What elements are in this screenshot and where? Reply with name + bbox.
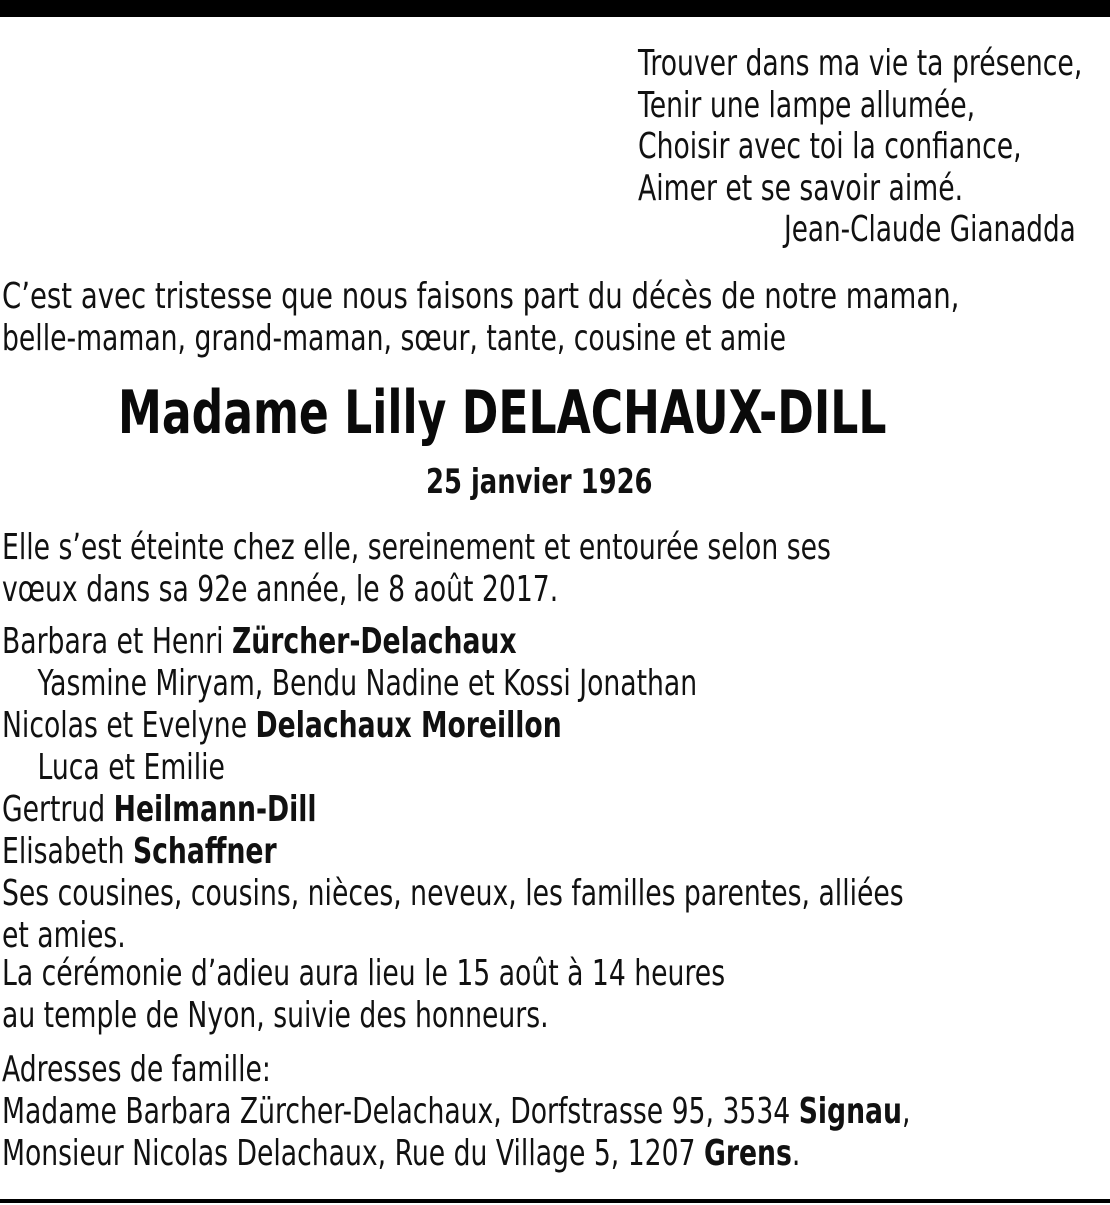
birth-date: 25 janvier 1926 — [426, 462, 653, 502]
family-addresses — [2, 1049, 910, 1175]
family-entry — [2, 831, 904, 873]
address-text: Madame Barbara Zürcher-Delachaux, Dorfstrasse 95, 3534 — [2, 1091, 799, 1132]
family-list — [2, 621, 904, 957]
top-rule — [0, 0, 1110, 17]
family-given-names: Gertrud — [2, 789, 114, 830]
family-given-names: Barbara et Henri — [2, 621, 232, 662]
family-entry — [2, 621, 904, 663]
poem-line: Aimer et se savoir aimé. — [638, 167, 964, 209]
family-given-names: Nicolas et Evelyne — [2, 705, 256, 746]
address-text: Monsieur Nicolas Delachaux, Rue du Village 5, 1207 — [2, 1133, 704, 1174]
family-entry — [2, 789, 904, 831]
address-punct: , — [902, 1091, 911, 1132]
poem-author: Jean-Claude Gianadda — [784, 209, 1076, 250]
family-surname: Zürcher-Delachaux — [231, 621, 517, 662]
addresses-heading: Adresses de famille: — [2, 1049, 271, 1090]
poem-line: Trouver dans ma vie ta présence, — [638, 43, 1083, 84]
address-line — [2, 1133, 910, 1175]
family-entry — [2, 705, 904, 747]
family-others: et amies. — [2, 915, 126, 956]
death-notice-line: Elle s’est éteinte chez elle, sereinement et entourée selon ses — [2, 527, 831, 568]
address-line — [2, 1091, 910, 1133]
ceremony-info — [2, 953, 725, 1037]
family-children: Luca et Emilie — [37, 747, 225, 788]
poem-line: Choisir avec toi la confiance, — [638, 126, 1022, 167]
intro-text — [2, 276, 1110, 360]
family-given-names: Elisabeth — [2, 831, 133, 872]
address-city: Grens — [703, 1133, 792, 1174]
family-children: Yasmine Miryam, Bendu Nadine et Kossi Jonathan — [37, 663, 698, 704]
intro-line: belle-maman, grand-maman, sœur, tante, cousine et amie — [2, 318, 786, 359]
poem-line: Tenir une lampe allumée, — [638, 84, 976, 126]
ceremony-line: La cérémonie d’adieu aura lieu le 15 août à 14 heures — [2, 953, 726, 994]
family-surname: Delachaux Moreillon — [255, 705, 562, 746]
poem-quote — [638, 43, 1082, 209]
death-notice-line: vœux dans sa 92e année, le 8 août 2017. — [2, 569, 559, 610]
death-notice — [2, 527, 831, 611]
intro-line: C’est avec tristesse que nous faisons part du décès de notre maman, — [2, 276, 960, 317]
family-surname: Schaffner — [132, 831, 277, 872]
deceased-name: Madame Lilly DELACHAUX-DILL — [118, 378, 887, 448]
address-city: Signau — [798, 1091, 903, 1132]
family-surname: Heilmann-Dill — [113, 789, 317, 830]
bottom-rule — [0, 1199, 1110, 1203]
address-punct: . — [791, 1133, 801, 1174]
family-others: Ses cousines, cousins, nièces, neveux, les familles parentes, alliées — [2, 873, 904, 914]
ceremony-line: au temple de Nyon, suivie des honneurs. — [2, 995, 549, 1036]
